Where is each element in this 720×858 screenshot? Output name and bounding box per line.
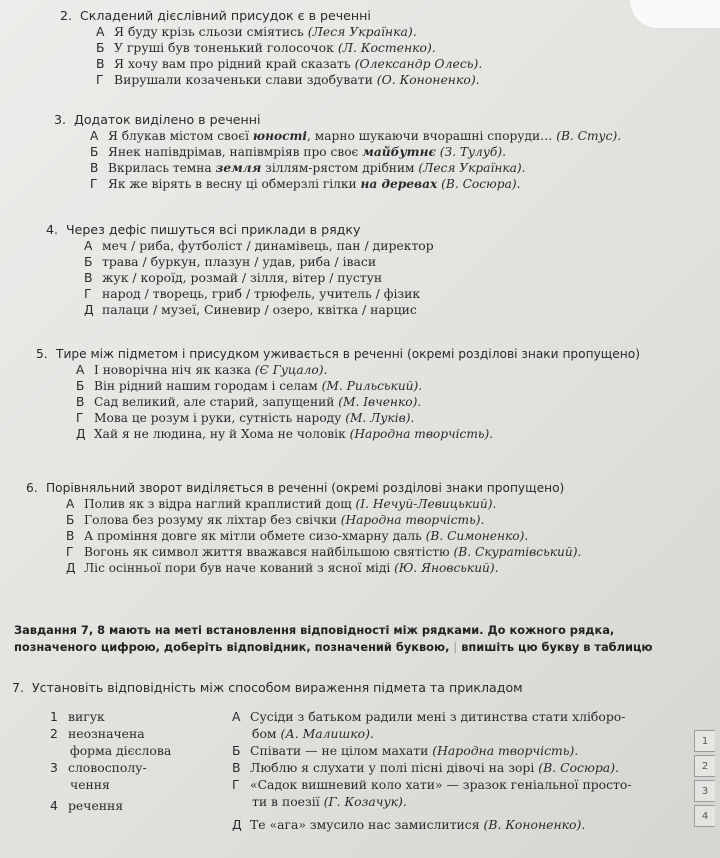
option-d: Г народ / творець, гриб / трюфель, учитель / фізик bbox=[84, 286, 421, 301]
page-corner-highlight bbox=[630, 0, 720, 28]
option-d: Г Вогонь як символ життя вважався найбільшою святістю (В. Скуратівський). bbox=[66, 545, 582, 559]
option-d: Г Як же вірять в весну ці обмерзлі гілки на деревах (В. Сосюра). bbox=[90, 177, 521, 191]
option-d: Г Мова це розум і руки, сутність народу (М. Луків). bbox=[76, 411, 415, 425]
option-e: Д Ліс осінньої пори був наче кований з ясної міді (Ю. Яновський). bbox=[66, 561, 499, 575]
right-item-e: Д Те «ага» змусило нас замислитися (В. Кононенко). bbox=[232, 817, 586, 832]
option-b: Б У груші був тоненький голосочок (Л. Костенко). bbox=[96, 40, 436, 55]
left-item-1: 1 вигук bbox=[50, 709, 105, 724]
question-title: Установіть відповідність між способом вираження підмета та прикладом bbox=[32, 680, 523, 695]
option-a: А І новорічна ніч як казка (Є Гуцало). bbox=[76, 363, 328, 377]
option-b: Б Він рідний нашим городам і селам (М. Рильський). bbox=[76, 379, 423, 393]
option-a: А Я блукав містом своєї юності, марно шукаючи вчорашні споруди… (В. Стус). bbox=[90, 129, 622, 143]
question-4: 4. Через дефіс пишуться всі приклади в рядку А меч / риба, футболіст / динамівець, пан / директор Б трава / буркун, плазун / удав, риба / іваси В жук / короїд, розмай / зілля, вітер / пустун Г народ / творець, гриб / трюфель, учитель / фізик Д палаци / музеї, Синевир / озеро, квітка / нарцис bbox=[46, 222, 434, 317]
option-a: А меч / риба, футболіст / динамівець, пан / директор bbox=[84, 238, 434, 253]
instruction-text: Завдання 7, 8 мають на меті встановлення відповідності між рядками. До кожного рядка, позначеного цифрою, доберіть відповідник, позначений буквою, | впишіть цю букву в таблицю bbox=[14, 623, 653, 654]
option-c: В Я хочу вам про рідний край сказать (Олександр Олесь). bbox=[96, 56, 483, 71]
question-title: Порівняльний зворот виділяється в реченні (окремі розділові знаки пропущено) bbox=[46, 481, 565, 495]
option-c: В Вкрилась темна земля зіллям-рястом дрібним (Леся Українка). bbox=[90, 161, 526, 175]
match-left-column: 1 вигук 2 неозначена форма дієслова 3 словосполу- чення 4 речення bbox=[50, 709, 172, 813]
right-item-c: В Люблю я слухати у полі пісні дівочі на зорі (В. Сосюра). bbox=[232, 760, 619, 775]
right-item-a: А Сусіди з батьком радили мені з дитинства стати хлібoро- bbox=[232, 709, 626, 724]
answer-cell-3[interactable]: 3 bbox=[694, 780, 715, 802]
option-c: В жук / короїд, розмай / зілля, вітер / пустун bbox=[84, 270, 383, 285]
question-3: 3. Додаток виділено в реченні А Я блукав містом своєї юності, марно шукаючи вчорашні споруди… (В. Стус). Б Янек напівдрімав, напівмріяв про своє майбутнє (З. Тулуб). В Вкрилась темна земля зіллям-рястом дрібним (Леся Українка). Г Як же вірять в весну ці обмерзлі гілки на деревах (В. Сосюра). bbox=[54, 112, 622, 191]
option-d: Г Вирушали козаченьки слави здобувати (О. Кононенко). bbox=[96, 72, 480, 87]
right-item-b: Б Співати — не цілом махати (Народна творчість). bbox=[232, 743, 579, 758]
match-right-column: А Сусіди з батьком радили мені з дитинства стати хлібoро- бом (А. Малишко). Б Співати — не цілом махати (Народна творчість). В Люблю я слухати у полі пісні дівочі на зорі (В. Сосюра). Г «Садок вишневий коло хати» — зразок геніальної просто- ти в поезії (Г. Козачук). Д Те «ага» змусило нас замислитися (В. Кононенко). bbox=[232, 709, 632, 832]
option-b: Б трава / буркун, плазун / удав, риба / іваси bbox=[84, 254, 377, 269]
question-2: 2. Складений дієслівний присудок є в реченні А Я буду крізь сльози сміятись (Леся Українка). Б У груші був тоненький голосочок (Л. Костенко). В Я хочу вам про рідний край сказать (Олександр Олесь). Г Вирушали козаченьки слави здобувати (О. Кононенко). bbox=[60, 8, 483, 87]
answer-cell-4[interactable]: 4 bbox=[694, 805, 715, 827]
option-a: А Полив як з відра наглий краплистий дощ (І. Нечуй-Левицький). bbox=[66, 497, 497, 511]
right-item-d: Г «Садок вишневий коло хати» — зразок геніальної просто- bbox=[232, 777, 632, 792]
answer-table bbox=[694, 730, 715, 830]
option-c: В А проміння довге як мітли обмете сизо-хмарну даль (В. Симоненко). bbox=[66, 529, 529, 543]
question-7: 7. Установіть відповідність між способом вираження підмета та прикладом bbox=[12, 680, 523, 695]
option-a: А Я буду крізь сльози сміятись (Леся Українка). bbox=[96, 24, 417, 39]
option-e: Д Хай я не людина, ну й Хома не чоловік (Народна творчість). bbox=[76, 427, 494, 441]
question-title: Тире між підметом і присудком уживається в реченні (окремі розділові знаки пропущено) bbox=[56, 347, 640, 361]
left-item-3: 3 словосполу- bbox=[50, 760, 147, 775]
question-5: 5. Тире між підметом і присудком уживається в реченні (окремі розділові знаки пропущено) А І новорічна ніч як казка (Є Гуцало). Б Він рідний нашим городам і селам (М. Рильський). В Сад великий, але старий, запущений (М. Івченко). Г Мова це розум і руки, сутність народу (М. Луків). Д Хай я не людина, ну й Хома не чоловік (Народна творчість). bbox=[36, 347, 640, 441]
left-item-4: 4 речення bbox=[50, 798, 124, 813]
answer-cell-1[interactable]: 1 bbox=[694, 730, 715, 752]
answer-cell-2[interactable]: 2 bbox=[694, 755, 715, 777]
option-e: Д палаци / музеї, Синевир / озеро, квітка / нарцис bbox=[84, 302, 417, 317]
question-title: Додаток виділено в реченні bbox=[74, 112, 261, 127]
question-title: Складений дієслівний присудок є в реченні bbox=[80, 8, 371, 23]
option-c: В Сад великий, але старий, запущений (М. Івченко). bbox=[76, 395, 422, 409]
option-b: Б Голова без розуму як ліхтар без свічки (Народна творчість). bbox=[66, 513, 485, 527]
left-item-2: 2 неозначена bbox=[50, 726, 145, 741]
question-6: 6. Порівняльний зворот виділяється в реченні (окремі розділові знаки пропущено) А Полив як з відра наглий краплистий дощ (І. Нечуй-Левицький). Б Голова без розуму як ліхтар без свічки (Народна творчість). В А проміння довге як мітли обмете сизо-хмарну даль (В. Симоненко). Г Вогонь як символ життя вважався найбільшою святістю (В. Скуратівський). Д Ліс осінньої пори був наче кований з ясної міді (Ю. Яновський). bbox=[26, 481, 582, 575]
question-title: Через дефіс пишуться всі приклади в рядку bbox=[66, 222, 361, 237]
option-b: Б Янек напівдрімав, напівмріяв про своє майбутнє (З. Тулуб). bbox=[90, 145, 506, 159]
